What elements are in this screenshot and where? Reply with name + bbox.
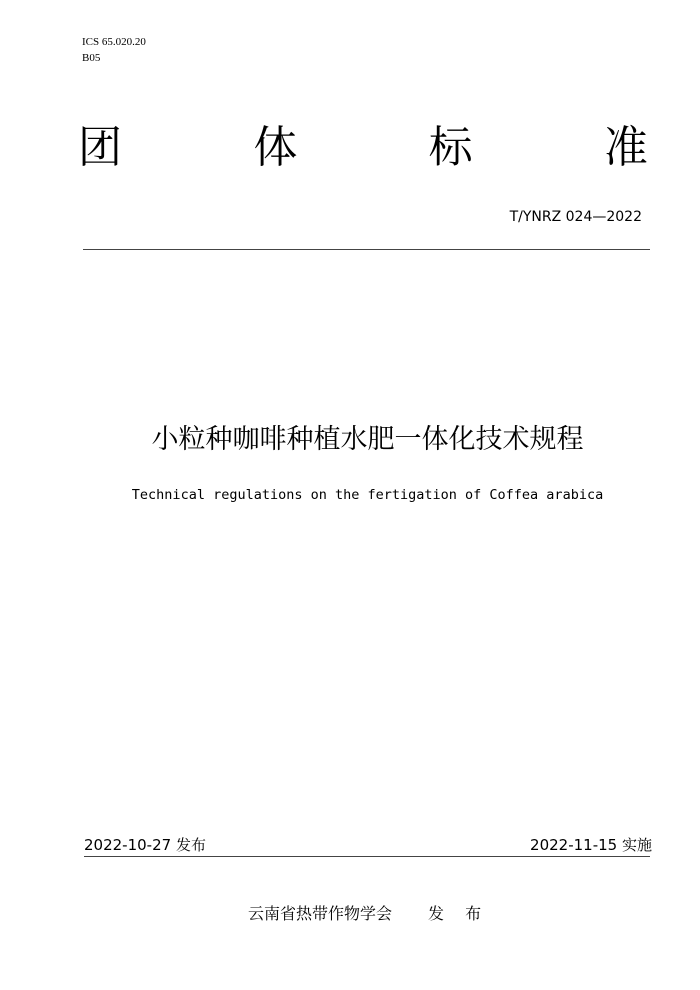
issuing-organization: 云南省热带作物学会 xyxy=(248,904,393,923)
title-char: 准 xyxy=(603,122,648,173)
title-char: 团 xyxy=(78,122,122,173)
main-title: 小粒种咖啡种植水肥一体化技术规程 xyxy=(151,424,584,455)
bottom-divider xyxy=(84,856,650,857)
effective-date: 2022-11-15 实施 xyxy=(530,836,652,854)
classification-code: B05 xyxy=(82,52,101,64)
title-char: 体 xyxy=(253,122,298,173)
standard-number: T/YNRZ 024—2022 xyxy=(509,209,642,225)
issue-action: 发 布 xyxy=(428,904,490,923)
title-char: 标 xyxy=(428,122,473,173)
document-type-title xyxy=(78,122,648,174)
ics-code: ICS 65.020.20 xyxy=(82,36,146,48)
english-title: Technical regulations on the fertigation of Coffea arabica xyxy=(131,487,604,503)
top-divider xyxy=(83,249,650,250)
publish-date: 2022-10-27 发布 xyxy=(84,836,206,854)
